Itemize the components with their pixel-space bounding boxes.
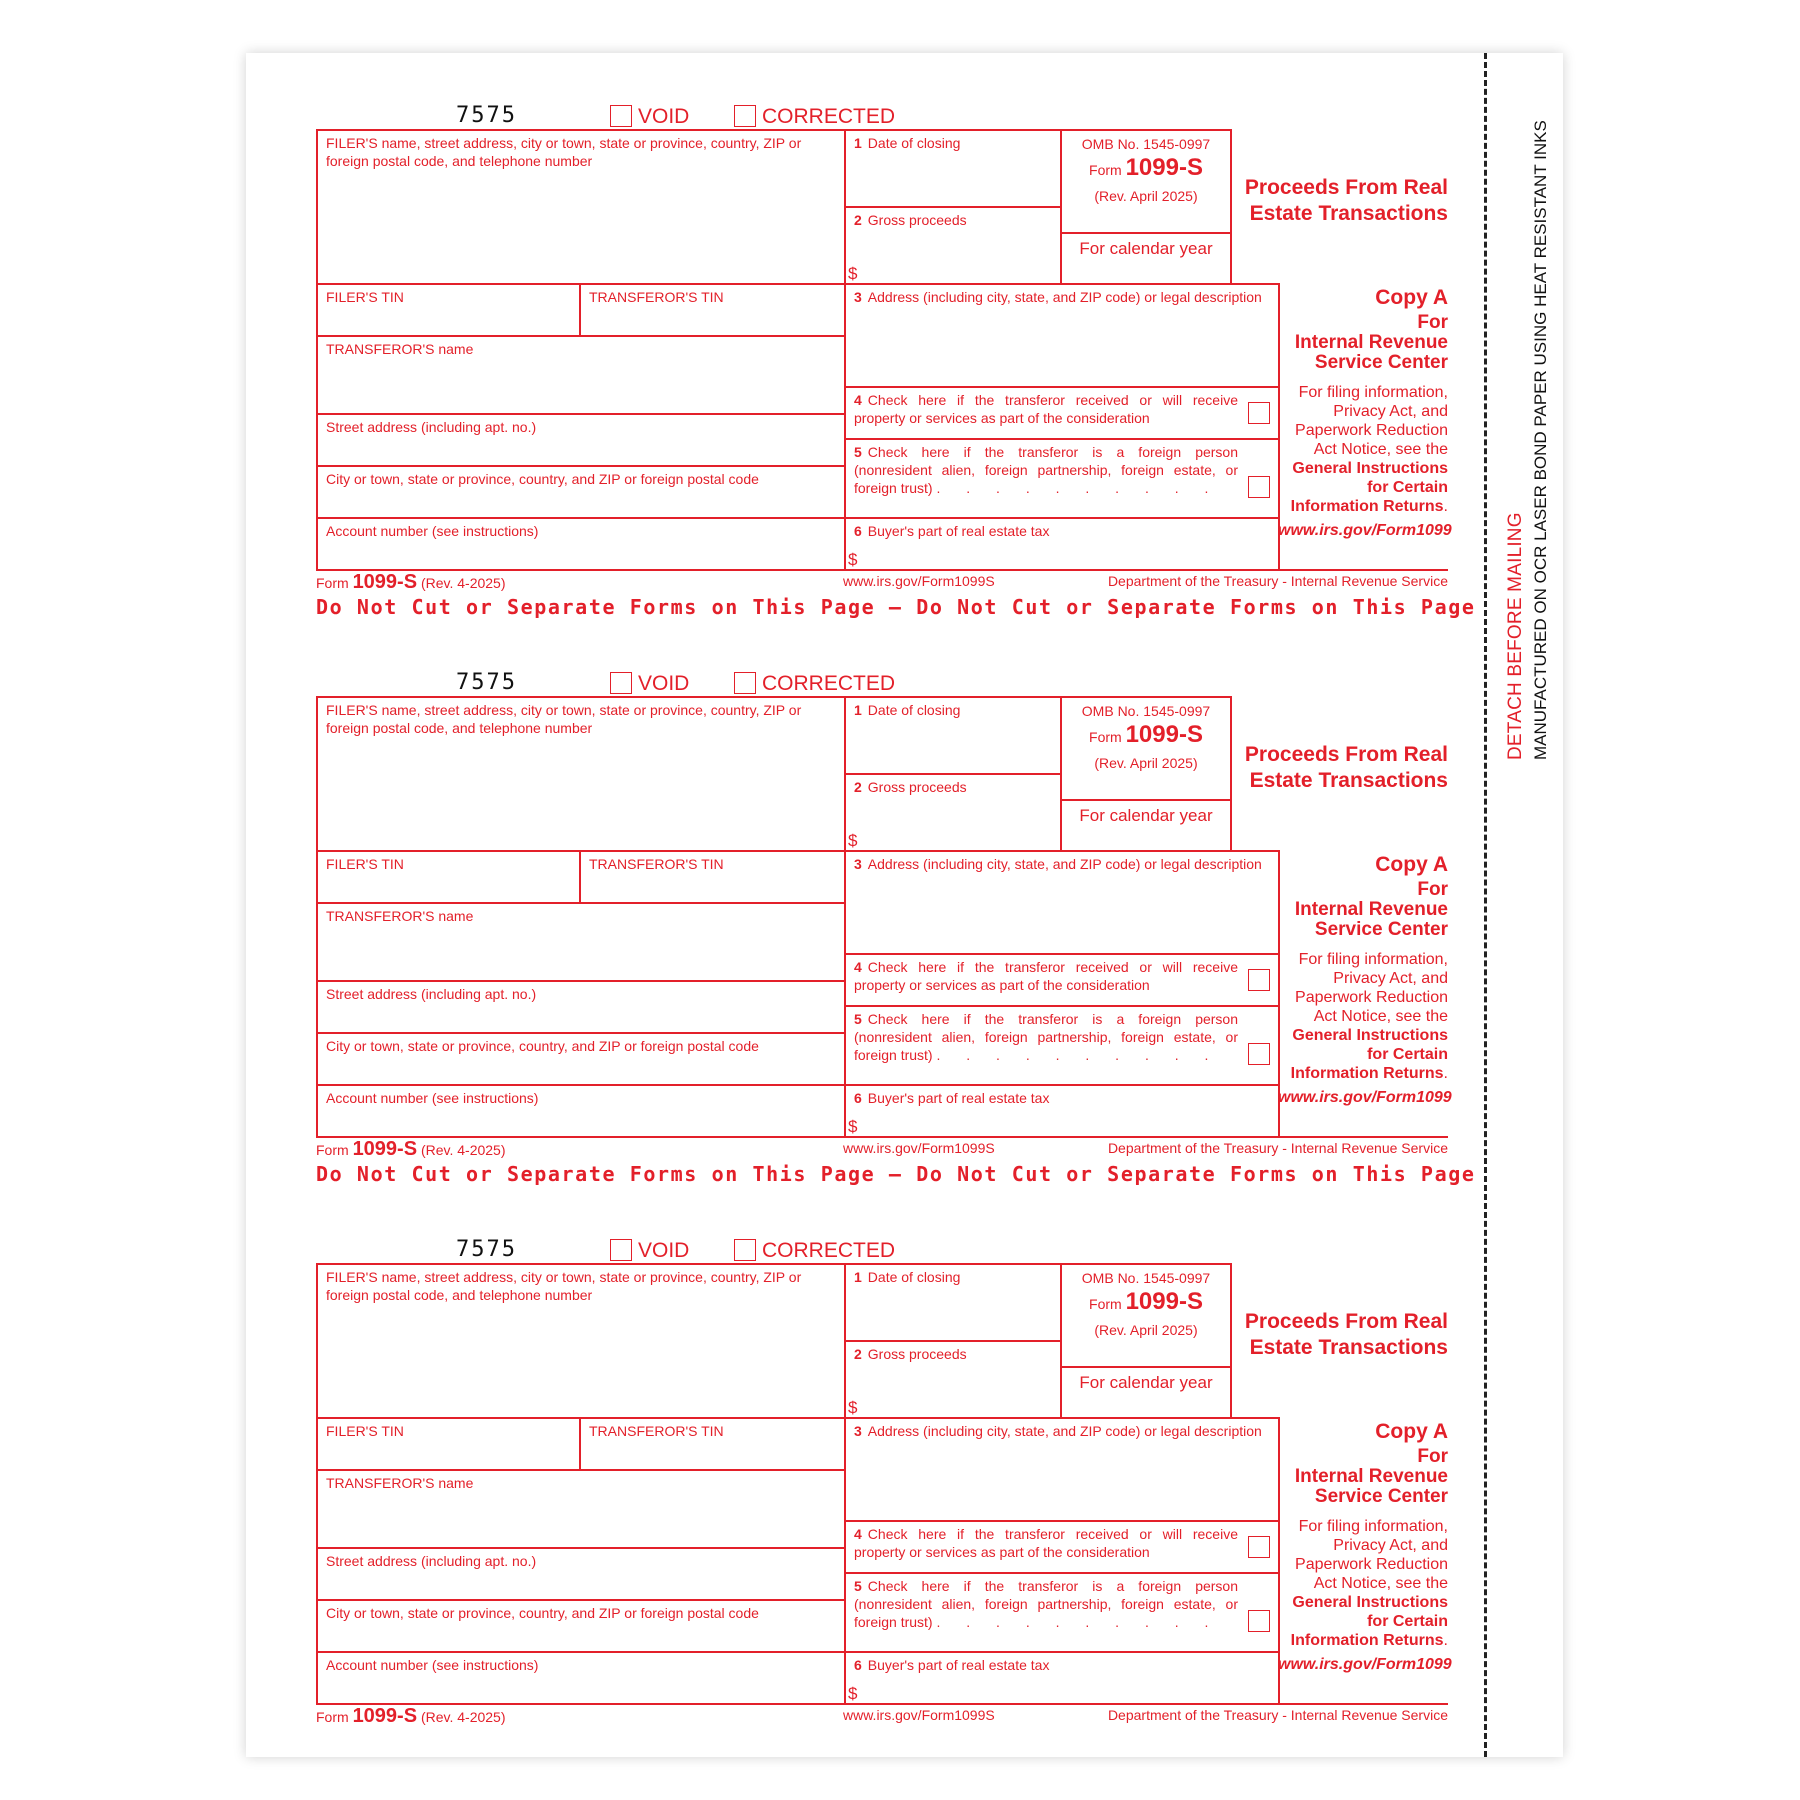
footer-revision: (Rev. 4-2025) — [420, 1142, 506, 1158]
box4-field — [844, 386, 1280, 440]
city-state-zip-field[interactable] — [316, 465, 846, 519]
form-title: Proceeds From Real Estate Transactions — [1244, 176, 1448, 225]
box3-number: 3 — [854, 856, 862, 872]
form-number: 1099-S — [1125, 1288, 1203, 1315]
box3-address-field[interactable] — [844, 283, 1280, 388]
form-footer — [316, 571, 1448, 593]
account-number-label: Account number (see instructions) — [326, 523, 539, 539]
box2-label: Gross proceeds — [867, 212, 967, 228]
box2-gross-proceeds[interactable] — [844, 773, 1062, 852]
copy-a-title: Copy A — [1375, 853, 1448, 876]
calendar-year-label: For calendar year — [1079, 806, 1213, 825]
box5-label: Check here if the transferor is a foreign person (nonresident alien, foreign partnership, foreign estate, or foreign trust) — [854, 1578, 1238, 1630]
transferor-tin-field[interactable] — [579, 283, 846, 337]
calendar-year-field[interactable] — [1060, 799, 1232, 852]
box2-label: Gross proceeds — [867, 779, 967, 795]
form-footer — [316, 1138, 1448, 1160]
copy-a-panel — [1278, 283, 1452, 571]
transferor-name-label: TRANSFEROR'S name — [326, 908, 474, 924]
form-footer — [316, 1705, 1448, 1727]
form-grid — [316, 129, 1452, 569]
copy-a-recipient: Internal Revenue Service Center — [1294, 1466, 1448, 1507]
city-state-zip-field[interactable] — [316, 1599, 846, 1653]
box5-checkbox[interactable] — [1248, 1610, 1270, 1632]
filer-tin-field[interactable] — [316, 850, 581, 904]
form-word: Form — [1089, 162, 1122, 178]
void-checkbox[interactable] — [610, 1239, 632, 1261]
footer-form-word: Form — [316, 575, 349, 591]
form-copy-1 — [316, 103, 1476, 623]
transferor-name-field[interactable] — [316, 335, 846, 415]
omb-box — [1060, 696, 1232, 801]
transferor-name-label: TRANSFEROR'S name — [326, 1475, 474, 1491]
account-number-field[interactable] — [316, 517, 846, 571]
footer-url[interactable]: www.irs.gov/Form1099S — [843, 573, 995, 589]
footer-form-word: Form — [316, 1709, 349, 1725]
void-checkbox[interactable] — [610, 672, 632, 694]
void-label: VOID — [638, 105, 690, 128]
form-grid — [316, 1263, 1452, 1703]
box6-label: Buyer's part of real estate tax — [867, 523, 1050, 539]
form-number: 1099-S — [1125, 154, 1203, 181]
copy-a-url[interactable]: www.irs.gov/Form1099 — [1278, 522, 1452, 539]
copy-a-url[interactable]: www.irs.gov/Form1099 — [1278, 1089, 1452, 1106]
omb-number: OMB No. 1545-0997 — [1081, 136, 1211, 152]
box6-buyer-tax-field[interactable] — [844, 517, 1280, 571]
copy-a-info — [1278, 950, 1448, 1083]
omb-box — [1060, 1263, 1232, 1368]
box6-label: Buyer's part of real estate tax — [867, 1090, 1050, 1106]
city-state-zip-field[interactable] — [316, 1032, 846, 1086]
filer-tin-field[interactable] — [316, 283, 581, 337]
corrected-checkbox[interactable] — [734, 672, 756, 694]
box2-number: 2 — [854, 779, 862, 795]
omb-number: OMB No. 1545-0997 — [1081, 1270, 1211, 1286]
footer-revision: (Rev. 4-2025) — [420, 575, 506, 591]
copy-a-title: Copy A — [1375, 286, 1448, 309]
void-checkbox[interactable] — [610, 105, 632, 127]
street-address-label: Street address (including apt. no.) — [326, 1553, 537, 1569]
street-address-label: Street address (including apt. no.) — [326, 419, 537, 435]
filer-info-label: FILER'S name, street address, city or town, state or province, country, ZIP or foreign postal code, and telephone number — [326, 702, 802, 736]
box5-leader-dots: . . . . . . . . . . — [936, 480, 1220, 496]
transferor-tin-field[interactable] — [579, 1417, 846, 1471]
footer-form-number: 1099-S — [352, 1705, 418, 1727]
dollar-sign: $ — [848, 1398, 858, 1417]
footer-url[interactable]: www.irs.gov/Form1099S — [843, 1140, 995, 1156]
form-word: Form — [1089, 1296, 1122, 1312]
box3-number: 3 — [854, 289, 862, 305]
box5-leader-dots: . . . . . . . . . . — [936, 1047, 1220, 1063]
street-address-field[interactable] — [316, 1547, 846, 1601]
footer-department: Department of the Treasury - Internal Revenue Service — [1107, 1140, 1448, 1156]
form-title: Proceeds From Real Estate Transactions — [1244, 1310, 1448, 1359]
form-id: 7575 — [456, 1237, 517, 1262]
copy-a-info-bold: General Instructions for Certain Information Returns — [1290, 1594, 1448, 1649]
box4-number: 4 — [854, 1526, 862, 1542]
copy-a-info-end: . — [1443, 498, 1448, 515]
transferor-tin-label: TRANSFEROR'S TIN — [589, 289, 724, 305]
box6-label: Buyer's part of real estate tax — [867, 1657, 1050, 1673]
box4-field — [844, 953, 1280, 1007]
void-label: VOID — [638, 1239, 690, 1262]
transferor-tin-label: TRANSFEROR'S TIN — [589, 856, 724, 872]
detach-notice: DETACH BEFORE MAILING — [1505, 512, 1526, 760]
revision: (Rev. April 2025) — [1094, 755, 1198, 771]
side-margin-text — [1505, 120, 1565, 760]
box5-number: 5 — [854, 1578, 862, 1594]
box3-address-field[interactable] — [844, 1417, 1280, 1522]
box4-number: 4 — [854, 959, 862, 975]
copy-a-url[interactable]: www.irs.gov/Form1099 — [1278, 1656, 1452, 1673]
transferor-tin-label: TRANSFEROR'S TIN — [589, 1423, 724, 1439]
box5-field — [844, 1005, 1280, 1086]
account-number-label: Account number (see instructions) — [326, 1090, 539, 1106]
box1-number: 1 — [854, 702, 862, 718]
transferor-name-field[interactable] — [316, 902, 846, 982]
box5-field — [844, 438, 1280, 519]
transferor-name-field[interactable] — [316, 1469, 846, 1549]
account-number-field[interactable] — [316, 1084, 846, 1138]
perforation-line — [1484, 53, 1487, 1757]
footer-url[interactable]: www.irs.gov/Form1099S — [843, 1707, 995, 1723]
form-header-row — [316, 103, 1448, 129]
copy-a-recipient: Internal Revenue Service Center — [1294, 899, 1448, 940]
calendar-year-label: For calendar year — [1079, 1373, 1213, 1392]
copy-a-info-text: For filing information, Privacy Act, and Paperwork Reduction Act Notice, see the — [1295, 384, 1448, 458]
copy-a-panel — [1278, 850, 1452, 1138]
box5-checkbox[interactable] — [1248, 1043, 1270, 1065]
box5-number: 5 — [854, 444, 862, 460]
transferor-tin-field[interactable] — [579, 850, 846, 904]
copy-a-panel — [1278, 1417, 1452, 1705]
footer-form — [316, 1138, 506, 1161]
form-grid — [316, 696, 1452, 1136]
footer-form-number: 1099-S — [352, 1138, 418, 1160]
box2-gross-proceeds[interactable] — [844, 1340, 1062, 1419]
dollar-sign: $ — [848, 831, 858, 850]
box1-label: Date of closing — [867, 702, 961, 718]
box4-checkbox[interactable] — [1248, 969, 1270, 991]
box5-label: Check here if the transferor is a foreign person (nonresident alien, foreign partnership, foreign estate, or foreign trust) — [854, 1011, 1238, 1063]
void-label: VOID — [638, 672, 690, 695]
filer-info-label: FILER'S name, street address, city or town, state or province, country, ZIP or foreign postal code, and telephone number — [326, 1269, 802, 1303]
street-address-field[interactable] — [316, 980, 846, 1034]
city-state-zip-label: City or town, state or province, country, and ZIP or foreign postal code — [326, 471, 759, 487]
revision: (Rev. April 2025) — [1094, 188, 1198, 204]
form-id: 7575 — [456, 103, 517, 128]
box2-number: 2 — [854, 212, 862, 228]
box1-date-of-closing[interactable] — [844, 696, 1062, 775]
box2-label: Gross proceeds — [867, 1346, 967, 1362]
copy-a-info-end: . — [1443, 1065, 1448, 1082]
box6-number: 6 — [854, 1657, 862, 1673]
filer-info-field[interactable] — [316, 129, 846, 285]
footer-department: Department of the Treasury - Internal Revenue Service — [1107, 573, 1448, 589]
form-word: Form — [1089, 729, 1122, 745]
box2-number: 2 — [854, 1346, 862, 1362]
revision: (Rev. April 2025) — [1094, 1322, 1198, 1338]
filer-tin-label: FILER'S TIN — [326, 856, 404, 872]
corrected-checkbox[interactable] — [734, 1239, 756, 1261]
copy-a-info-end: . — [1443, 1632, 1448, 1649]
form-title: Proceeds From Real Estate Transactions — [1244, 743, 1448, 792]
box4-field — [844, 1520, 1280, 1574]
street-address-label: Street address (including apt. no.) — [326, 986, 537, 1002]
dollar-sign: $ — [848, 264, 858, 283]
footer-form — [316, 1705, 506, 1728]
box3-label: Address (including city, state, and ZIP code) or legal description — [867, 289, 1262, 305]
box6-buyer-tax-field[interactable] — [844, 1651, 1280, 1705]
box5-number: 5 — [854, 1011, 862, 1027]
filer-tin-label: FILER'S TIN — [326, 289, 404, 305]
box6-number: 6 — [854, 1090, 862, 1106]
filer-tin-label: FILER'S TIN — [326, 1423, 404, 1439]
account-number-field[interactable] — [316, 1651, 846, 1705]
box5-checkbox[interactable] — [1248, 476, 1270, 498]
box1-label: Date of closing — [867, 1269, 961, 1285]
corrected-label: CORRECTED — [762, 1239, 896, 1262]
filer-tin-field[interactable] — [316, 1417, 581, 1471]
do-not-cut-warning: Do Not Cut or Separate Forms on This Page — Do Not Cut or Separate Forms on This Page — [316, 1162, 1476, 1186]
dollar-sign: $ — [848, 1684, 858, 1703]
copy-a-info-bold: General Instructions for Certain Information Returns — [1290, 460, 1448, 515]
corrected-label: CORRECTED — [762, 105, 896, 128]
street-address-field[interactable] — [316, 413, 846, 467]
calendar-year-field[interactable] — [1060, 1366, 1232, 1419]
footer-form-word: Form — [316, 1142, 349, 1158]
box4-label: Check here if the transferor received or will receive property or services as part of the consideration — [854, 392, 1238, 426]
box6-buyer-tax-field[interactable] — [844, 1084, 1280, 1138]
copy-a-title: Copy A — [1375, 1420, 1448, 1443]
dollar-sign: $ — [848, 1117, 858, 1136]
box1-date-of-closing[interactable] — [844, 1263, 1062, 1342]
copy-a-for: For — [1417, 879, 1448, 900]
copy-a-info-text: For filing information, Privacy Act, and Paperwork Reduction Act Notice, see the — [1295, 951, 1448, 1025]
copy-a-info-text: For filing information, Privacy Act, and Paperwork Reduction Act Notice, see the — [1295, 1518, 1448, 1592]
box3-label: Address (including city, state, and ZIP code) or legal description — [867, 1423, 1262, 1439]
box5-field — [844, 1572, 1280, 1653]
box3-label: Address (including city, state, and ZIP code) or legal description — [867, 856, 1262, 872]
copy-a-info — [1278, 383, 1448, 516]
box3-number: 3 — [854, 1423, 862, 1439]
box1-date-of-closing[interactable] — [844, 129, 1062, 208]
box3-address-field[interactable] — [844, 850, 1280, 955]
footer-form-number: 1099-S — [352, 571, 418, 593]
dollar-sign: $ — [848, 550, 858, 569]
city-state-zip-label: City or town, state or province, country, and ZIP or foreign postal code — [326, 1605, 759, 1621]
filer-info-field[interactable] — [316, 1263, 846, 1419]
city-state-zip-label: City or town, state or province, country, and ZIP or foreign postal code — [326, 1038, 759, 1054]
filer-info-field[interactable] — [316, 696, 846, 852]
do-not-cut-warning: Do Not Cut or Separate Forms on This Page — Do Not Cut or Separate Forms on This Page — [316, 595, 1476, 619]
box1-number: 1 — [854, 135, 862, 151]
copy-a-for: For — [1417, 1446, 1448, 1467]
box1-label: Date of closing — [867, 135, 961, 151]
calendar-year-label: For calendar year — [1079, 239, 1213, 258]
form-number: 1099-S — [1125, 721, 1203, 748]
copy-a-info — [1278, 1517, 1448, 1650]
corrected-label: CORRECTED — [762, 672, 896, 695]
form-id: 7575 — [456, 670, 517, 695]
calendar-year-field[interactable] — [1060, 232, 1232, 285]
copy-a-recipient: Internal Revenue Service Center — [1294, 332, 1448, 373]
filer-info-label: FILER'S name, street address, city or town, state or province, country, ZIP or foreign postal code, and telephone number — [326, 135, 802, 169]
footer-form — [316, 571, 506, 594]
copy-a-for: For — [1417, 312, 1448, 333]
box4-label: Check here if the transferor received or will receive property or services as part of the consideration — [854, 959, 1238, 993]
form-header-row — [316, 670, 1448, 696]
transferor-name-label: TRANSFEROR'S name — [326, 341, 474, 357]
form-copy-3 — [316, 1237, 1452, 1757]
box1-number: 1 — [854, 1269, 862, 1285]
form-copy-2 — [316, 670, 1476, 1190]
corrected-checkbox[interactable] — [734, 105, 756, 127]
footer-department: Department of the Treasury - Internal Revenue Service — [1107, 1707, 1448, 1723]
account-number-label: Account number (see instructions) — [326, 1657, 539, 1673]
box4-label: Check here if the transferor received or will receive property or services as part of the consideration — [854, 1526, 1238, 1560]
box4-number: 4 — [854, 392, 862, 408]
box5-leader-dots: . . . . . . . . . . — [936, 1614, 1220, 1630]
form-header-row — [316, 1237, 1448, 1263]
box4-checkbox[interactable] — [1248, 1536, 1270, 1558]
box5-label: Check here if the transferor is a foreign person (nonresident alien, foreign partnership, foreign estate, or foreign trust) — [854, 444, 1238, 496]
omb-number: OMB No. 1545-0997 — [1081, 703, 1211, 719]
box2-gross-proceeds[interactable] — [844, 206, 1062, 285]
box6-number: 6 — [854, 523, 862, 539]
box4-checkbox[interactable] — [1248, 402, 1270, 424]
paper-notice: MANUFACTURED ON OCR LASER BOND PAPER USING HEAT RESISTANT INKS — [1531, 120, 1550, 760]
footer-revision: (Rev. 4-2025) — [420, 1709, 506, 1725]
omb-box — [1060, 129, 1232, 234]
copy-a-info-bold: General Instructions for Certain Information Returns — [1290, 1027, 1448, 1082]
